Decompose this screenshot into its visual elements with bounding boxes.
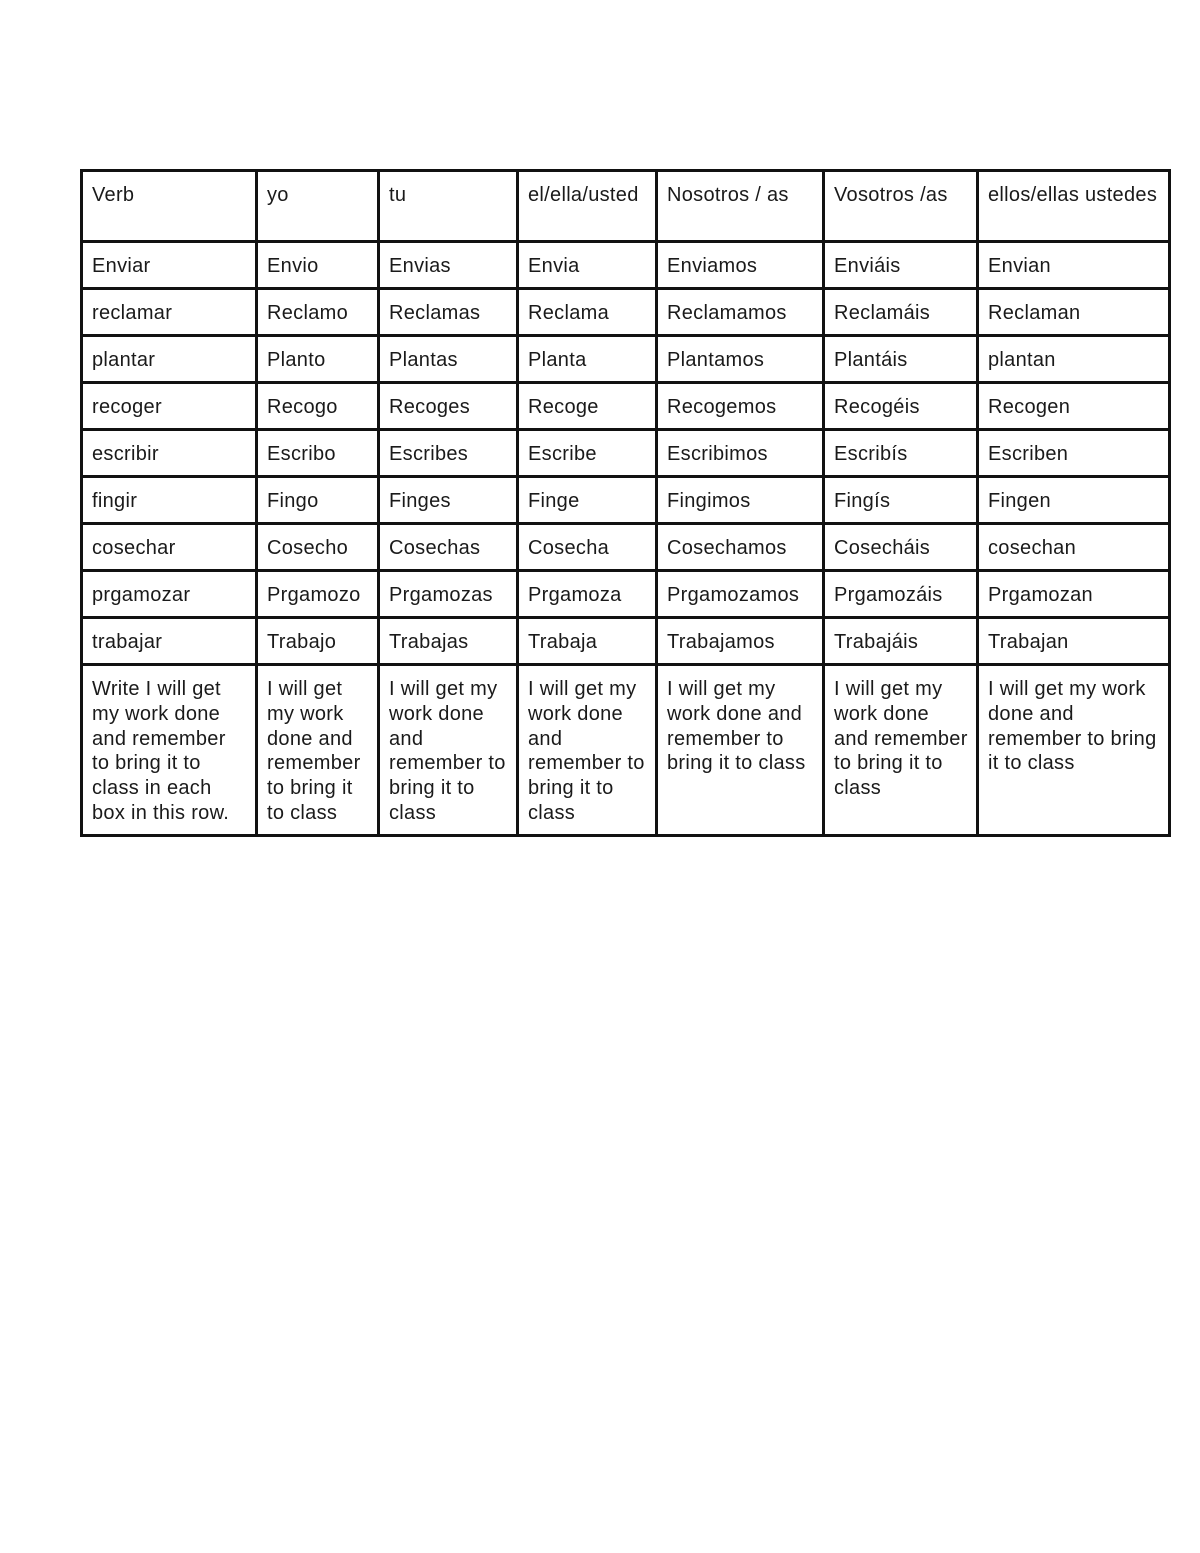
table-cell: Recogo	[257, 383, 379, 430]
table-cell: prgamozar	[82, 571, 257, 618]
table-cell: Fingís	[824, 477, 978, 524]
note-cell: I will get my work done and remember to bring it to class	[518, 665, 657, 836]
header-cell-vosotros: Vosotros /as	[824, 171, 978, 242]
table-cell: plantar	[82, 336, 257, 383]
note-cell: I will get my work done and remember to bring it to class	[657, 665, 824, 836]
table-cell: Prgamozas	[379, 571, 518, 618]
table-cell: Enviáis	[824, 242, 978, 289]
table-cell: Escribo	[257, 430, 379, 477]
table-cell: Planto	[257, 336, 379, 383]
note-cell: I will get my work done and remember to bring it to class	[824, 665, 978, 836]
table-cell: Fingo	[257, 477, 379, 524]
table-cell: Cosecháis	[824, 524, 978, 571]
table-cell: Plantáis	[824, 336, 978, 383]
conjugation-table	[80, 169, 1171, 837]
table-cell: Envias	[379, 242, 518, 289]
table-cell: Reclamamos	[657, 289, 824, 336]
table-cell: Cosechas	[379, 524, 518, 571]
table-row	[82, 430, 1170, 477]
table-cell: Prgamoza	[518, 571, 657, 618]
table-cell: Cosechamos	[657, 524, 824, 571]
table-cell: Escribimos	[657, 430, 824, 477]
header-cell-el-ella-usted: el/ella/usted	[518, 171, 657, 242]
table-cell: cosechan	[978, 524, 1170, 571]
table-cell: Fingen	[978, 477, 1170, 524]
table-row	[82, 383, 1170, 430]
table-cell: Plantamos	[657, 336, 824, 383]
table-cell: Envio	[257, 242, 379, 289]
header-cell-verb: Verb	[82, 171, 257, 242]
table-row	[82, 524, 1170, 571]
table-cell: Reclamas	[379, 289, 518, 336]
table-cell: fingir	[82, 477, 257, 524]
table-cell: Reclaman	[978, 289, 1170, 336]
note-cell: I will get my work done and remember to bring it to class	[379, 665, 518, 836]
table-cell: Finge	[518, 477, 657, 524]
header-cell-tu: tu	[379, 171, 518, 242]
table-cell: Prgamozo	[257, 571, 379, 618]
table-cell: Enviar	[82, 242, 257, 289]
table-cell: plantan	[978, 336, 1170, 383]
table-cell: Trabajáis	[824, 618, 978, 665]
note-cell-instruction: Write I will get my work done and remember to bring it to class in each box in this row.	[82, 665, 257, 836]
table-cell: Escribes	[379, 430, 518, 477]
table-cell: Prgamozamos	[657, 571, 824, 618]
table-cell: Recogéis	[824, 383, 978, 430]
table-row	[82, 477, 1170, 524]
table-cell: Envia	[518, 242, 657, 289]
table-cell: Trabajas	[379, 618, 518, 665]
header-cell-ellos-ellas-ustedes: ellos/ellas ustedes	[978, 171, 1170, 242]
table-cell: Trabajamos	[657, 618, 824, 665]
table-cell: recoger	[82, 383, 257, 430]
table-row	[82, 571, 1170, 618]
table-cell: Prgamozáis	[824, 571, 978, 618]
table-row	[82, 336, 1170, 383]
table-cell: Escribís	[824, 430, 978, 477]
table-cell: Finges	[379, 477, 518, 524]
table-cell: escribir	[82, 430, 257, 477]
table-cell: Recoges	[379, 383, 518, 430]
table-cell: reclamar	[82, 289, 257, 336]
table-cell: Enviamos	[657, 242, 824, 289]
table-cell: Escribe	[518, 430, 657, 477]
table-header-row	[82, 171, 1170, 242]
table-cell: Reclama	[518, 289, 657, 336]
table-cell: Prgamozan	[978, 571, 1170, 618]
note-cell: I will get my work done and remember to bring it to class	[978, 665, 1170, 836]
table-cell: Trabajan	[978, 618, 1170, 665]
table-cell: Recogen	[978, 383, 1170, 430]
table-row	[82, 289, 1170, 336]
table-cell: Envian	[978, 242, 1170, 289]
table-cell: Recoge	[518, 383, 657, 430]
table-note-row	[82, 665, 1170, 836]
table-row	[82, 242, 1170, 289]
table-cell: Planta	[518, 336, 657, 383]
table-row	[82, 618, 1170, 665]
table-cell: Trabaja	[518, 618, 657, 665]
table-cell: Recogemos	[657, 383, 824, 430]
table-cell: Cosecho	[257, 524, 379, 571]
note-cell: I will get my work done and remember to bring it to class	[257, 665, 379, 836]
table-cell: cosechar	[82, 524, 257, 571]
table-cell: Plantas	[379, 336, 518, 383]
table-cell: Reclamáis	[824, 289, 978, 336]
header-cell-yo: yo	[257, 171, 379, 242]
table-cell: Cosecha	[518, 524, 657, 571]
table-cell: Trabajo	[257, 618, 379, 665]
table-cell: Fingimos	[657, 477, 824, 524]
table-cell: trabajar	[82, 618, 257, 665]
table-cell: Reclamo	[257, 289, 379, 336]
header-cell-nosotros: Nosotros / as	[657, 171, 824, 242]
table-cell: Escriben	[978, 430, 1170, 477]
